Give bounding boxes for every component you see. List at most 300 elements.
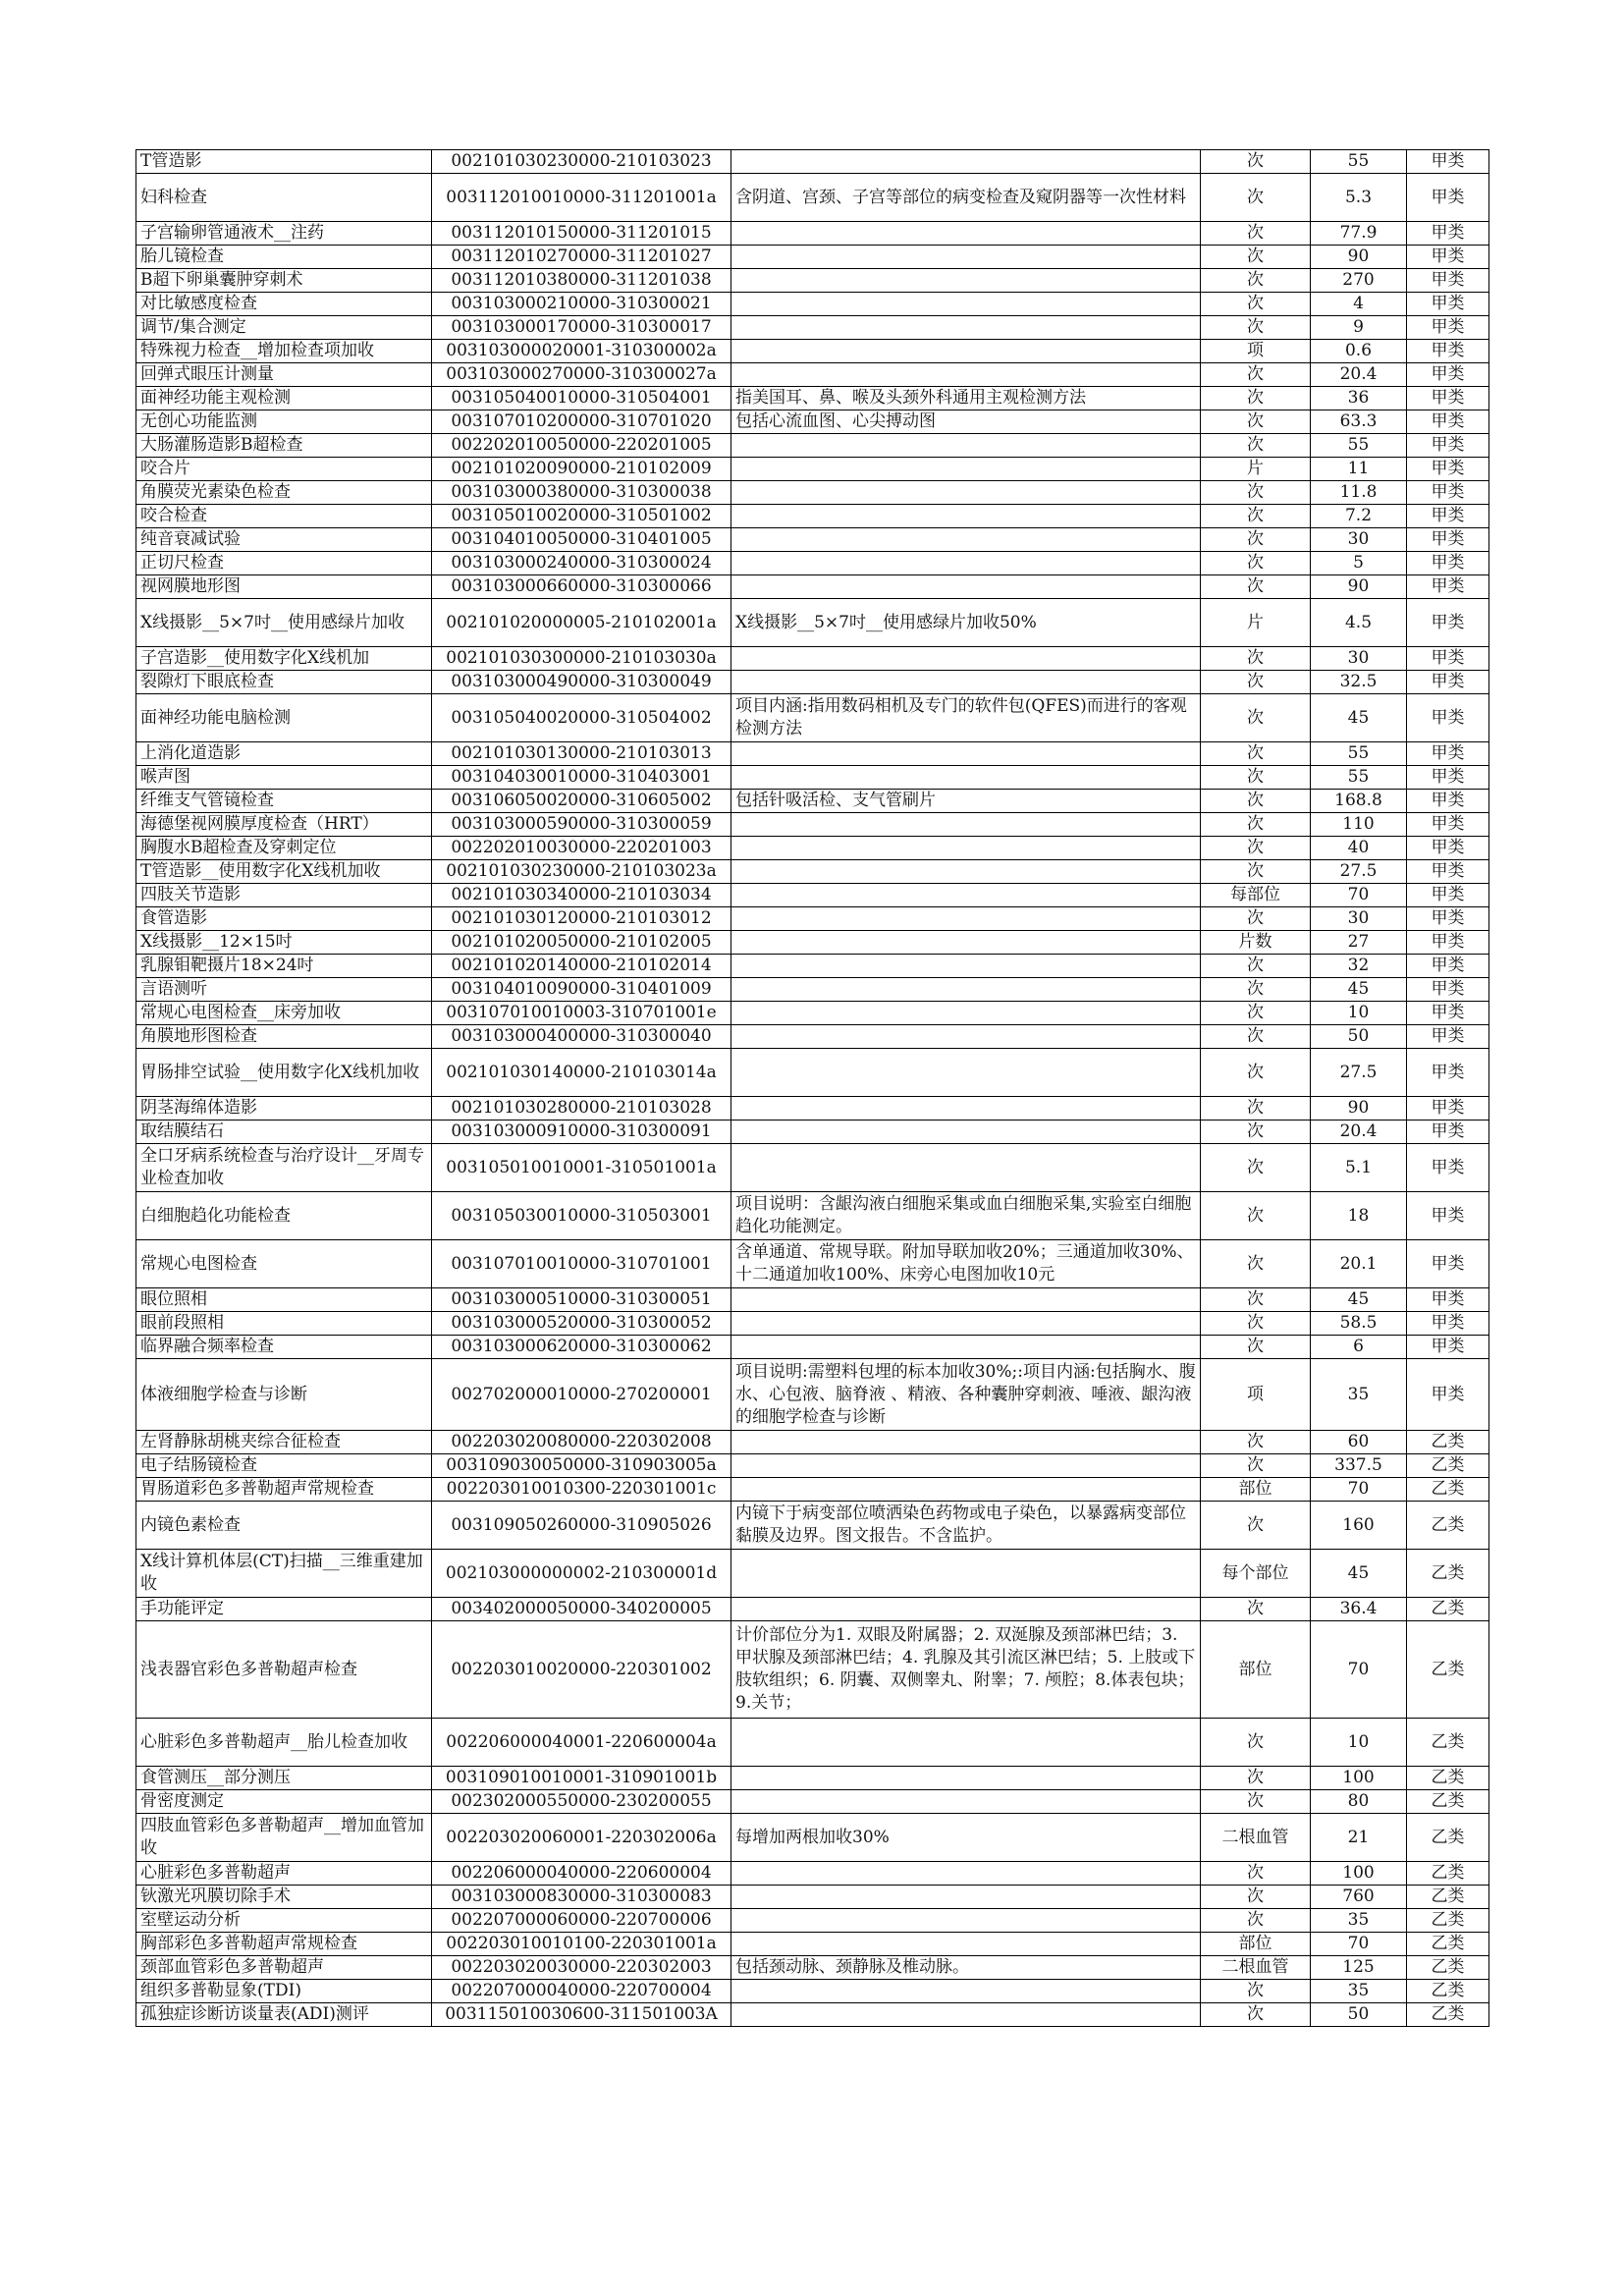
item-price-cell: 10 bbox=[1311, 1719, 1407, 1767]
item-price-cell: 4 bbox=[1311, 293, 1407, 316]
item-unit-cell: 二根血管 bbox=[1201, 1814, 1311, 1862]
item-code-cell: 003103000380000-310300038 bbox=[432, 481, 731, 505]
item-unit-cell: 次 bbox=[1201, 1002, 1311, 1025]
item-price-cell: 40 bbox=[1311, 837, 1407, 860]
item-description-cell bbox=[731, 1288, 1201, 1312]
item-unit-cell: 每部位 bbox=[1201, 884, 1311, 907]
item-price-cell: 21 bbox=[1311, 1814, 1407, 1862]
item-unit-cell: 次 bbox=[1201, 1025, 1311, 1049]
item-description-cell bbox=[731, 316, 1201, 340]
item-name-cell: X线摄影__5×7吋__使用感绿片加收 bbox=[136, 599, 432, 647]
item-code-cell: 003105040010000-310504001 bbox=[432, 387, 731, 410]
item-code-cell: 003106050020000-310605002 bbox=[432, 790, 731, 813]
item-code-cell: 003103000240000-310300024 bbox=[432, 552, 731, 575]
item-category-cell: 甲类 bbox=[1407, 978, 1489, 1002]
item-unit-cell: 次 bbox=[1201, 316, 1311, 340]
item-name-cell: 裂隙灯下眼底检查 bbox=[136, 671, 432, 694]
item-category-cell: 甲类 bbox=[1407, 1121, 1489, 1144]
item-description-cell bbox=[731, 955, 1201, 978]
item-description-cell bbox=[731, 528, 1201, 552]
item-code-cell: 002203010010300-220301001c bbox=[432, 1478, 731, 1502]
item-code-cell: 002206000040000-220600004 bbox=[432, 1862, 731, 1886]
item-code-cell: 003103000620000-310300062 bbox=[432, 1336, 731, 1359]
item-unit-cell: 次 bbox=[1201, 528, 1311, 552]
item-price-cell: 27 bbox=[1311, 931, 1407, 955]
item-unit-cell: 次 bbox=[1201, 978, 1311, 1002]
item-unit-cell: 次 bbox=[1201, 671, 1311, 694]
item-name-cell: 心脏彩色多普勒超声__胎儿检查加收 bbox=[136, 1719, 432, 1767]
item-unit-cell: 片 bbox=[1201, 599, 1311, 647]
item-category-cell: 甲类 bbox=[1407, 387, 1489, 410]
item-code-cell: 003107010010000-310701001 bbox=[432, 1240, 731, 1288]
item-code-cell: 003104030010000-310403001 bbox=[432, 766, 731, 790]
item-price-cell: 5 bbox=[1311, 552, 1407, 575]
fee-schedule-table bbox=[135, 149, 1489, 2027]
item-description-cell: 项目说明:需塑料包埋的标本加收30%;:项目内涵:包括胸水、腹水、心包液、脑脊液 、精液、各种囊肿穿刺液、唾液、龈沟液的细胞学检查与诊断 bbox=[731, 1359, 1201, 1431]
table-row bbox=[136, 1431, 1489, 1454]
item-category-cell: 甲类 bbox=[1407, 1049, 1489, 1097]
item-category-cell: 甲类 bbox=[1407, 293, 1489, 316]
item-name-cell: 四肢血管彩色多普勒超声__增加血管加收 bbox=[136, 1814, 432, 1862]
price-list-page bbox=[135, 149, 1489, 2027]
item-price-cell: 5.1 bbox=[1311, 1144, 1407, 1192]
item-name-cell: 食管造影 bbox=[136, 907, 432, 931]
item-description-cell: 指美国耳、鼻、喉及头颈外科通用主观检测方法 bbox=[731, 387, 1201, 410]
item-category-cell: 乙类 bbox=[1407, 1790, 1489, 1814]
item-code-cell: 002203020060001-220302006a bbox=[432, 1814, 731, 1862]
item-description-cell: 含单通道、常规导联。附加导联加收20%；三通道加收30%、十二通道加收100%、床旁心电图加收10元 bbox=[731, 1240, 1201, 1288]
item-description-cell bbox=[731, 742, 1201, 766]
item-price-cell: 30 bbox=[1311, 647, 1407, 671]
item-description-cell bbox=[731, 1980, 1201, 2003]
table-row bbox=[136, 1454, 1489, 1478]
item-description-cell bbox=[731, 1097, 1201, 1121]
item-description-cell: X线摄影__5×7吋__使用感绿片加收50% bbox=[731, 599, 1201, 647]
item-description-cell bbox=[731, 1767, 1201, 1790]
table-row bbox=[136, 1719, 1489, 1767]
table-row bbox=[136, 1980, 1489, 2003]
item-code-cell: 002103000000002-210300001d bbox=[432, 1550, 731, 1598]
item-name-cell: T管造影 bbox=[136, 150, 432, 174]
item-category-cell: 甲类 bbox=[1407, 434, 1489, 458]
item-category-cell: 甲类 bbox=[1407, 955, 1489, 978]
item-category-cell: 乙类 bbox=[1407, 1719, 1489, 1767]
item-unit-cell: 次 bbox=[1201, 552, 1311, 575]
item-category-cell: 甲类 bbox=[1407, 1312, 1489, 1336]
item-description-cell bbox=[731, 1478, 1201, 1502]
item-unit-cell: 次 bbox=[1201, 410, 1311, 434]
item-name-cell: 对比敏感度检查 bbox=[136, 293, 432, 316]
table-row bbox=[136, 1933, 1489, 1956]
item-description-cell bbox=[731, 481, 1201, 505]
item-unit-cell: 次 bbox=[1201, 1454, 1311, 1478]
item-category-cell: 甲类 bbox=[1407, 1336, 1489, 1359]
table-row bbox=[136, 813, 1489, 837]
item-name-cell: 子宫造影__使用数字化X线机加 bbox=[136, 647, 432, 671]
item-category-cell: 甲类 bbox=[1407, 647, 1489, 671]
table-row bbox=[136, 246, 1489, 269]
table-row bbox=[136, 1598, 1489, 1621]
item-unit-cell: 次 bbox=[1201, 1862, 1311, 1886]
item-description-cell bbox=[731, 837, 1201, 860]
table-row bbox=[136, 860, 1489, 884]
item-description-cell bbox=[731, 1886, 1201, 1909]
item-price-cell: 55 bbox=[1311, 742, 1407, 766]
item-price-cell: 50 bbox=[1311, 1025, 1407, 1049]
item-unit-cell: 次 bbox=[1201, 1719, 1311, 1767]
item-code-cell: 003402000050000-340200005 bbox=[432, 1598, 731, 1621]
item-category-cell: 乙类 bbox=[1407, 1454, 1489, 1478]
item-category-cell: 甲类 bbox=[1407, 1359, 1489, 1431]
item-code-cell: 002203010020000-220301002 bbox=[432, 1621, 731, 1719]
item-code-cell: 002202010050000-220201005 bbox=[432, 434, 731, 458]
item-price-cell: 760 bbox=[1311, 1886, 1407, 1909]
item-code-cell: 003103000590000-310300059 bbox=[432, 813, 731, 837]
item-category-cell: 甲类 bbox=[1407, 340, 1489, 363]
item-name-cell: 妇科检查 bbox=[136, 174, 432, 222]
item-code-cell: 003103000830000-310300083 bbox=[432, 1886, 731, 1909]
item-price-cell: 63.3 bbox=[1311, 410, 1407, 434]
item-name-cell: 角膜荧光素染色检查 bbox=[136, 481, 432, 505]
item-name-cell: 左肾静脉胡桃夹综合征检查 bbox=[136, 1431, 432, 1454]
item-name-cell: 特殊视力检查__增加检查项加收 bbox=[136, 340, 432, 363]
item-unit-cell: 次 bbox=[1201, 813, 1311, 837]
item-description-cell bbox=[731, 1598, 1201, 1621]
item-description-cell bbox=[731, 671, 1201, 694]
item-price-cell: 18 bbox=[1311, 1192, 1407, 1240]
item-code-cell: 002203010010100-220301001a bbox=[432, 1933, 731, 1956]
item-category-cell: 乙类 bbox=[1407, 1550, 1489, 1598]
table-row bbox=[136, 1002, 1489, 1025]
item-price-cell: 125 bbox=[1311, 1956, 1407, 1980]
item-description-cell: 内镜下于病变部位喷洒染色药物或电子染色，以暴露病变部位黏膜及边界。图文报告。不含监护。 bbox=[731, 1502, 1201, 1550]
item-category-cell: 甲类 bbox=[1407, 860, 1489, 884]
table-row bbox=[136, 1025, 1489, 1049]
item-name-cell: 颈部血管彩色多普勒超声 bbox=[136, 1956, 432, 1980]
item-category-cell: 乙类 bbox=[1407, 1502, 1489, 1550]
item-code-cell: 003105010010001-310501001a bbox=[432, 1144, 731, 1192]
item-category-cell: 甲类 bbox=[1407, 505, 1489, 528]
item-description-cell: 每增加两根加收30% bbox=[731, 1814, 1201, 1862]
item-category-cell: 乙类 bbox=[1407, 2003, 1489, 2027]
item-category-cell: 乙类 bbox=[1407, 1431, 1489, 1454]
item-description-cell bbox=[731, 1550, 1201, 1598]
item-code-cell: 003103000660000-310300066 bbox=[432, 575, 731, 599]
item-name-cell: 电子结肠镜检查 bbox=[136, 1454, 432, 1478]
item-category-cell: 甲类 bbox=[1407, 1002, 1489, 1025]
table-row bbox=[136, 599, 1489, 647]
item-price-cell: 35 bbox=[1311, 1359, 1407, 1431]
item-category-cell: 甲类 bbox=[1407, 1097, 1489, 1121]
item-code-cell: 003104010050000-310401005 bbox=[432, 528, 731, 552]
item-category-cell: 乙类 bbox=[1407, 1621, 1489, 1719]
item-name-cell: 海德堡视网膜厚度检查（HRT） bbox=[136, 813, 432, 837]
item-code-cell: 003103000020001-310300002a bbox=[432, 340, 731, 363]
item-code-cell: 003104010090000-310401009 bbox=[432, 978, 731, 1002]
item-name-cell: 咬合检查 bbox=[136, 505, 432, 528]
item-description-cell bbox=[731, 1790, 1201, 1814]
item-category-cell: 甲类 bbox=[1407, 1192, 1489, 1240]
item-description-cell bbox=[731, 150, 1201, 174]
item-name-cell: 临界融合频率检查 bbox=[136, 1336, 432, 1359]
item-unit-cell: 次 bbox=[1201, 1790, 1311, 1814]
item-price-cell: 30 bbox=[1311, 907, 1407, 931]
item-description-cell bbox=[731, 434, 1201, 458]
item-price-cell: 9 bbox=[1311, 316, 1407, 340]
item-category-cell: 乙类 bbox=[1407, 1909, 1489, 1933]
item-code-cell: 002101020090000-210102009 bbox=[432, 458, 731, 481]
item-unit-cell: 次 bbox=[1201, 434, 1311, 458]
item-price-cell: 160 bbox=[1311, 1502, 1407, 1550]
item-name-cell: 无创心功能监测 bbox=[136, 410, 432, 434]
item-unit-cell: 次 bbox=[1201, 222, 1311, 246]
item-price-cell: 168.8 bbox=[1311, 790, 1407, 813]
item-code-cell: 002101020000005-210102001a bbox=[432, 599, 731, 647]
item-code-cell: 002101030140000-210103014a bbox=[432, 1049, 731, 1097]
item-category-cell: 甲类 bbox=[1407, 837, 1489, 860]
item-code-cell: 003112010270000-311201027 bbox=[432, 246, 731, 269]
item-code-cell: 002101030340000-210103034 bbox=[432, 884, 731, 907]
item-name-cell: 视网膜地形图 bbox=[136, 575, 432, 599]
item-code-cell: 002207000060000-220700006 bbox=[432, 1909, 731, 1933]
item-code-cell: 003103000210000-310300021 bbox=[432, 293, 731, 316]
item-code-cell: 002101020050000-210102005 bbox=[432, 931, 731, 955]
table-row bbox=[136, 387, 1489, 410]
item-price-cell: 100 bbox=[1311, 1767, 1407, 1790]
item-description-cell: 计价部位分为1. 双眼及附属器；2. 双涎腺及颈部淋巴结；3. 甲状腺及颈部淋巴结；4. 乳腺及其引流区淋巴结；5. 上肢或下肢软组织；6. 阴囊、双侧睾丸、附睾；7. 颅腔；8.体表包块； 9.关节； bbox=[731, 1621, 1201, 1719]
item-unit-cell: 次 bbox=[1201, 1502, 1311, 1550]
item-code-cell: 002702000010000-270200001 bbox=[432, 1359, 731, 1431]
item-unit-cell: 次 bbox=[1201, 575, 1311, 599]
item-price-cell: 55 bbox=[1311, 434, 1407, 458]
item-name-cell: 胃肠排空试验__使用数字化X线机加收 bbox=[136, 1049, 432, 1097]
item-name-cell: 大肠灌肠造影B超检查 bbox=[136, 434, 432, 458]
item-description-cell bbox=[731, 1049, 1201, 1097]
item-code-cell: 002207000040000-220700004 bbox=[432, 1980, 731, 2003]
item-description-cell bbox=[731, 647, 1201, 671]
item-unit-cell: 次 bbox=[1201, 1240, 1311, 1288]
item-unit-cell: 次 bbox=[1201, 955, 1311, 978]
item-price-cell: 58.5 bbox=[1311, 1312, 1407, 1336]
item-code-cell: 003109010010001-310901001b bbox=[432, 1767, 731, 1790]
item-price-cell: 0.6 bbox=[1311, 340, 1407, 363]
item-code-cell: 003105030010000-310503001 bbox=[432, 1192, 731, 1240]
item-price-cell: 70 bbox=[1311, 884, 1407, 907]
item-price-cell: 30 bbox=[1311, 528, 1407, 552]
item-price-cell: 90 bbox=[1311, 575, 1407, 599]
item-category-cell: 甲类 bbox=[1407, 1288, 1489, 1312]
item-category-cell: 甲类 bbox=[1407, 481, 1489, 505]
item-code-cell: 003103000910000-310300091 bbox=[432, 1121, 731, 1144]
table-row bbox=[136, 1502, 1489, 1550]
item-category-cell: 乙类 bbox=[1407, 1886, 1489, 1909]
table-row bbox=[136, 1192, 1489, 1240]
item-price-cell: 90 bbox=[1311, 1097, 1407, 1121]
item-category-cell: 甲类 bbox=[1407, 174, 1489, 222]
table-row bbox=[136, 528, 1489, 552]
table-row bbox=[136, 174, 1489, 222]
item-description-cell bbox=[731, 505, 1201, 528]
item-name-cell: 室壁运动分析 bbox=[136, 1909, 432, 1933]
item-description-cell bbox=[731, 1025, 1201, 1049]
item-name-cell: 胃肠道彩色多普勒超声常规检查 bbox=[136, 1478, 432, 1502]
item-unit-cell: 每个部位 bbox=[1201, 1550, 1311, 1598]
item-name-cell: X线摄影__12×15吋 bbox=[136, 931, 432, 955]
table-body bbox=[136, 150, 1489, 2027]
item-name-cell: 胎儿镜检查 bbox=[136, 246, 432, 269]
item-price-cell: 6 bbox=[1311, 1336, 1407, 1359]
item-description-cell bbox=[731, 813, 1201, 837]
item-name-cell: 食管测压__部分测压 bbox=[136, 1767, 432, 1790]
item-description-cell bbox=[731, 1431, 1201, 1454]
item-unit-cell: 次 bbox=[1201, 246, 1311, 269]
table-row bbox=[136, 505, 1489, 528]
item-price-cell: 36.4 bbox=[1311, 1598, 1407, 1621]
item-code-cell: 003103000400000-310300040 bbox=[432, 1025, 731, 1049]
item-unit-cell: 次 bbox=[1201, 1288, 1311, 1312]
item-category-cell: 甲类 bbox=[1407, 1025, 1489, 1049]
item-code-cell: 003115010030600-311501003A bbox=[432, 2003, 731, 2027]
item-code-cell: 003103000490000-310300049 bbox=[432, 671, 731, 694]
item-price-cell: 10 bbox=[1311, 1002, 1407, 1025]
table-row bbox=[136, 293, 1489, 316]
item-description-cell bbox=[731, 1336, 1201, 1359]
item-unit-cell: 次 bbox=[1201, 907, 1311, 931]
table-row bbox=[136, 1478, 1489, 1502]
item-price-cell: 11.8 bbox=[1311, 481, 1407, 505]
table-row bbox=[136, 931, 1489, 955]
item-unit-cell: 次 bbox=[1201, 1336, 1311, 1359]
item-unit-cell: 次 bbox=[1201, 293, 1311, 316]
item-category-cell: 乙类 bbox=[1407, 1862, 1489, 1886]
item-name-cell: 常规心电图检查 bbox=[136, 1240, 432, 1288]
item-name-cell: 上消化道造影 bbox=[136, 742, 432, 766]
item-name-cell: 常规心电图检查__床旁加收 bbox=[136, 1002, 432, 1025]
item-unit-cell: 次 bbox=[1201, 1144, 1311, 1192]
item-price-cell: 270 bbox=[1311, 269, 1407, 293]
item-unit-cell: 片数 bbox=[1201, 931, 1311, 955]
table-row bbox=[136, 742, 1489, 766]
item-unit-cell: 二根血管 bbox=[1201, 1956, 1311, 1980]
table-row bbox=[136, 1886, 1489, 1909]
item-price-cell: 45 bbox=[1311, 978, 1407, 1002]
table-row bbox=[136, 1097, 1489, 1121]
item-name-cell: 白细胞趋化功能检查 bbox=[136, 1192, 432, 1240]
item-description-cell bbox=[731, 1909, 1201, 1933]
item-price-cell: 70 bbox=[1311, 1933, 1407, 1956]
item-price-cell: 110 bbox=[1311, 813, 1407, 837]
item-name-cell: 全口牙病系统检查与治疗设计__牙周专业检查加收 bbox=[136, 1144, 432, 1192]
item-description-cell: 包括颈动脉、颈静脉及椎动脉。 bbox=[731, 1956, 1201, 1980]
item-price-cell: 11 bbox=[1311, 458, 1407, 481]
item-category-cell: 甲类 bbox=[1407, 1240, 1489, 1288]
table-row bbox=[136, 363, 1489, 387]
item-category-cell: 甲类 bbox=[1407, 458, 1489, 481]
item-unit-cell: 次 bbox=[1201, 1980, 1311, 2003]
item-name-cell: 胸部彩色多普勒超声常规检查 bbox=[136, 1933, 432, 1956]
item-price-cell: 45 bbox=[1311, 1288, 1407, 1312]
item-name-cell: 四肢关节造影 bbox=[136, 884, 432, 907]
item-category-cell: 甲类 bbox=[1407, 790, 1489, 813]
item-unit-cell: 次 bbox=[1201, 1192, 1311, 1240]
item-description-cell bbox=[731, 552, 1201, 575]
item-category-cell: 甲类 bbox=[1407, 671, 1489, 694]
item-description-cell bbox=[731, 222, 1201, 246]
item-unit-cell: 部位 bbox=[1201, 1933, 1311, 1956]
item-code-cell: 003112010380000-311201038 bbox=[432, 269, 731, 293]
table-row bbox=[136, 1240, 1489, 1288]
item-description-cell: 含阴道、宫颈、子宫等部位的病变检查及窥阴器等一次性材料 bbox=[731, 174, 1201, 222]
item-name-cell: 角膜地形图检查 bbox=[136, 1025, 432, 1049]
item-code-cell: 002202010030000-220201003 bbox=[432, 837, 731, 860]
table-row bbox=[136, 766, 1489, 790]
table-row bbox=[136, 552, 1489, 575]
item-unit-cell: 部位 bbox=[1201, 1478, 1311, 1502]
item-description-cell bbox=[731, 1002, 1201, 1025]
item-name-cell: 眼位照相 bbox=[136, 1288, 432, 1312]
item-name-cell: 手功能评定 bbox=[136, 1598, 432, 1621]
item-name-cell: 咬合片 bbox=[136, 458, 432, 481]
item-unit-cell: 次 bbox=[1201, 1049, 1311, 1097]
item-name-cell: 眼前段照相 bbox=[136, 1312, 432, 1336]
item-name-cell: 孤独症诊断访谈量表(ADI)测评 bbox=[136, 2003, 432, 2027]
table-row bbox=[136, 884, 1489, 907]
item-price-cell: 45 bbox=[1311, 1550, 1407, 1598]
item-category-cell: 甲类 bbox=[1407, 410, 1489, 434]
item-code-cell: 002101030230000-210103023a bbox=[432, 860, 731, 884]
table-row bbox=[136, 1621, 1489, 1719]
item-unit-cell: 次 bbox=[1201, 174, 1311, 222]
item-description-cell bbox=[731, 860, 1201, 884]
item-price-cell: 4.5 bbox=[1311, 599, 1407, 647]
item-description-cell bbox=[731, 1933, 1201, 1956]
item-name-cell: 胸腹水B超检查及穿刺定位 bbox=[136, 837, 432, 860]
item-price-cell: 36 bbox=[1311, 387, 1407, 410]
table-row bbox=[136, 1359, 1489, 1431]
item-code-cell: 002203020080000-220302008 bbox=[432, 1431, 731, 1454]
item-price-cell: 60 bbox=[1311, 1431, 1407, 1454]
item-description-cell bbox=[731, 575, 1201, 599]
item-unit-cell: 次 bbox=[1201, 860, 1311, 884]
table-row bbox=[136, 647, 1489, 671]
item-code-cell: 003109050260000-310905026 bbox=[432, 1502, 731, 1550]
item-description-cell bbox=[731, 1144, 1201, 1192]
table-row bbox=[136, 1790, 1489, 1814]
item-price-cell: 7.2 bbox=[1311, 505, 1407, 528]
item-unit-cell: 次 bbox=[1201, 2003, 1311, 2027]
item-description-cell: 包括心流血图、心尖搏动图 bbox=[731, 410, 1201, 434]
item-code-cell: 002203020030000-220302003 bbox=[432, 1956, 731, 1980]
item-category-cell: 乙类 bbox=[1407, 1814, 1489, 1862]
item-name-cell: 纤维支气管镜检查 bbox=[136, 790, 432, 813]
item-code-cell: 003112010150000-311201015 bbox=[432, 222, 731, 246]
table-row bbox=[136, 1288, 1489, 1312]
item-description-cell bbox=[731, 907, 1201, 931]
item-price-cell: 70 bbox=[1311, 1621, 1407, 1719]
item-unit-cell: 次 bbox=[1201, 1312, 1311, 1336]
item-unit-cell: 部位 bbox=[1201, 1621, 1311, 1719]
table-row bbox=[136, 481, 1489, 505]
item-code-cell: 002206000040001-220600004a bbox=[432, 1719, 731, 1767]
table-row bbox=[136, 458, 1489, 481]
item-name-cell: 浅表器官彩色多普勒超声检查 bbox=[136, 1621, 432, 1719]
item-code-cell: 003109030050000-310903005a bbox=[432, 1454, 731, 1478]
item-price-cell: 5.3 bbox=[1311, 174, 1407, 222]
table-row bbox=[136, 1956, 1489, 1980]
table-row bbox=[136, 1049, 1489, 1097]
table-row bbox=[136, 1909, 1489, 1933]
item-unit-cell: 次 bbox=[1201, 150, 1311, 174]
